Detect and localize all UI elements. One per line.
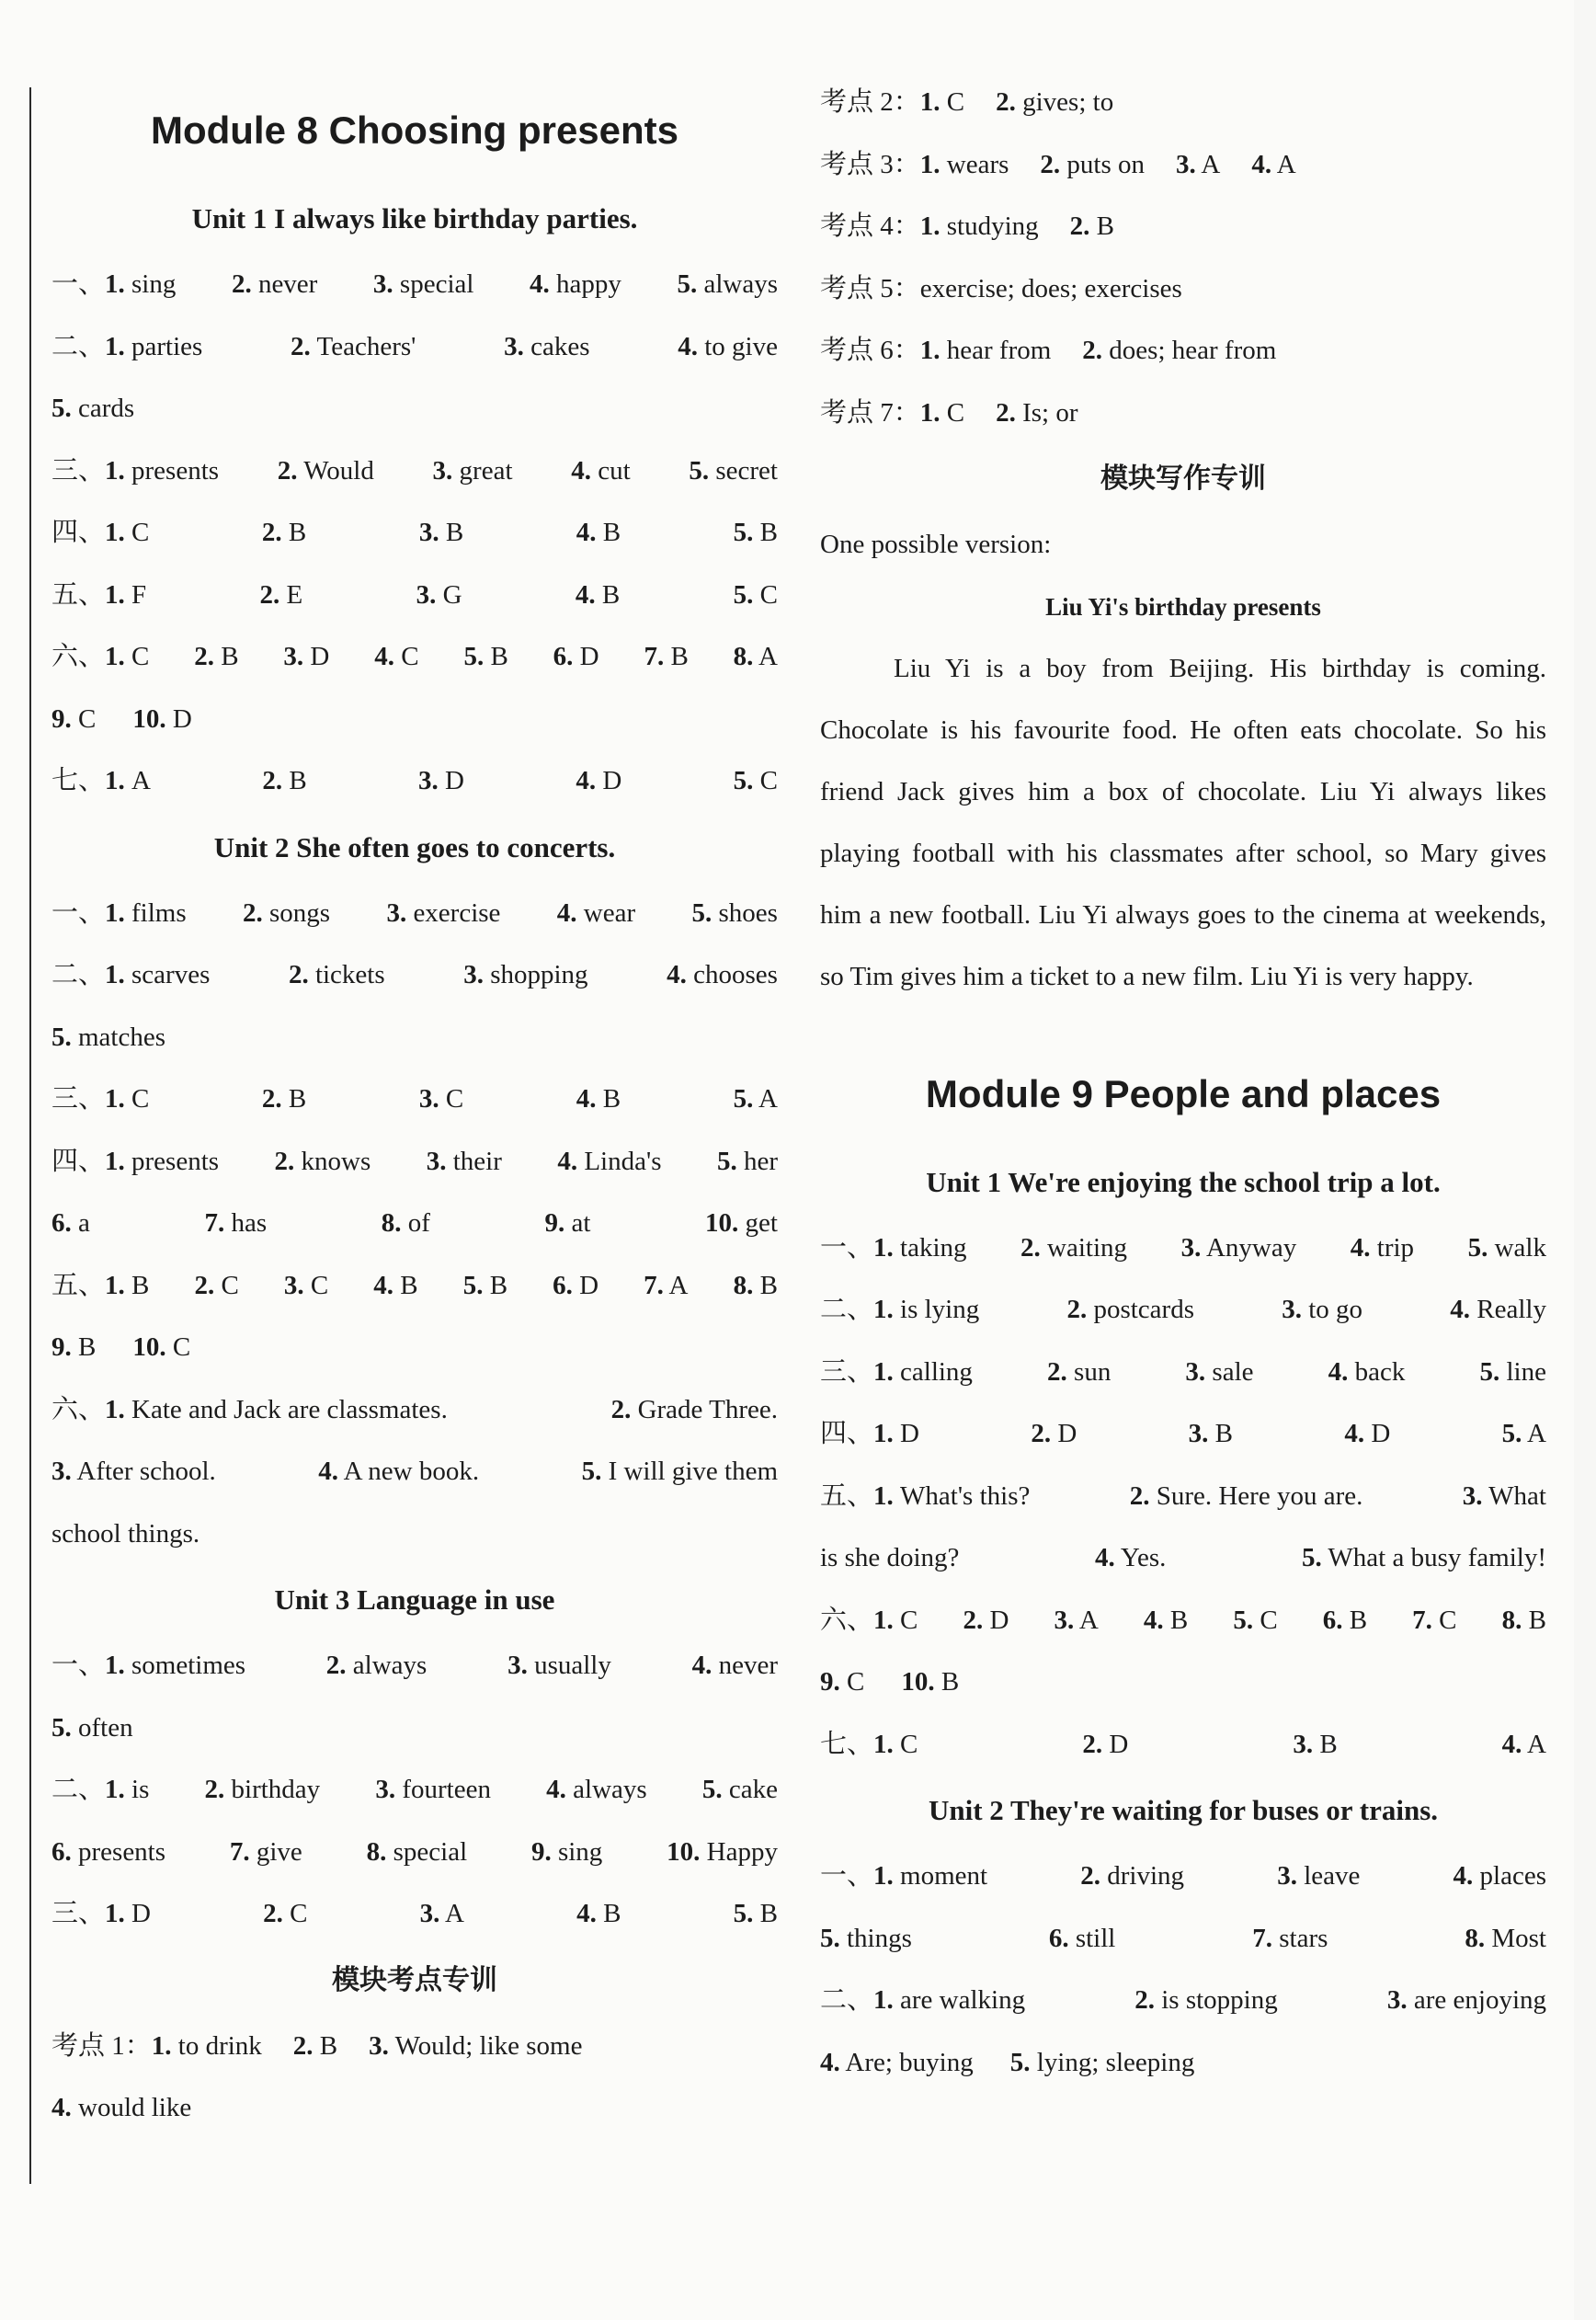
answer-item: 8. B: [733, 1270, 778, 1300]
answer-item: 7. stars: [1252, 1923, 1328, 1953]
answer-item: 6. D: [553, 642, 599, 671]
answer-item: 6. a: [51, 1208, 90, 1238]
answer-line: [820, 320, 1546, 383]
answer-item: 5. B: [733, 1899, 778, 1928]
m8-unit3-answers: [51, 1635, 778, 1946]
answer-item: 2. waiting: [1020, 1232, 1128, 1263]
answer-item: 3. D: [283, 642, 330, 671]
answer-line: [820, 1908, 1546, 1971]
answer-item: 一、1. moment: [820, 1861, 988, 1891]
answer-line: [51, 1255, 778, 1318]
answer-item: 2. E: [259, 579, 303, 610]
answer-item: 4. B: [576, 1899, 621, 1928]
answer-item: 6. D: [553, 1270, 599, 1300]
answer-line: [51, 440, 778, 503]
answer-item: 5. B: [462, 1270, 508, 1300]
answer-item: 4. Yes.: [1095, 1543, 1167, 1572]
answer-item: 3. C: [418, 1084, 464, 1114]
answer-item: 七、1. A: [51, 766, 151, 795]
answer-item: 3. What: [1462, 1480, 1546, 1511]
answer-item: 2. Grade Three.: [610, 1394, 778, 1424]
answer-item: 6. presents: [51, 1836, 166, 1867]
answer-item: 2. never: [231, 269, 318, 299]
answer-item: 7. has: [204, 1208, 268, 1238]
answer-line: [820, 1217, 1546, 1280]
answer-item: 3. A: [419, 1899, 464, 1928]
answer-item: 四、1. D: [820, 1419, 919, 1448]
answer-item: 三、1. D: [51, 1899, 151, 1928]
answer-item: 考点 2：1. C: [820, 87, 965, 117]
answer-item: school things.: [51, 1518, 200, 1549]
answer-item: 7. B: [644, 642, 689, 671]
answer-line: [51, 502, 778, 565]
answer-item: 5. C: [733, 766, 778, 795]
answer-item: 3. B: [1188, 1419, 1233, 1448]
answer-item: 5. C: [733, 579, 778, 610]
answer-item: 2. birthday: [204, 1775, 321, 1804]
answer-item: 2. Is; or: [996, 397, 1078, 428]
answer-line: [51, 1069, 778, 1131]
answer-item: 3. A: [1176, 149, 1221, 179]
m8-unit1-title: Unit 1 I always like birthday parties.: [191, 202, 638, 234]
answer-item: 2. D: [1082, 1729, 1129, 1759]
answer-item: 3. fourteen: [375, 1775, 491, 1804]
answer-item: 2. C: [263, 1899, 308, 1928]
answer-line: [820, 1590, 1546, 1652]
answer-item: 一、1. sing: [51, 269, 177, 299]
answer-item: 五、1. What's this?: [820, 1480, 1031, 1511]
answer-item: 2. D: [963, 1605, 1009, 1635]
answer-item: 2. does; hear from: [1082, 336, 1277, 365]
answer-line: [820, 1342, 1546, 1404]
answer-item: 3. B: [1293, 1729, 1338, 1759]
module-8-title: Module 8 Choosing presents: [150, 109, 679, 152]
answer-item: 5. C: [1233, 1605, 1278, 1635]
answer-item: 2. knows: [274, 1146, 371, 1176]
answer-item: 考点 3：1. wears: [820, 149, 1009, 179]
answer-item: 3. great: [432, 455, 513, 486]
answer-line: [51, 1441, 778, 1503]
answer-item: 3. shopping: [463, 960, 588, 989]
answer-item: 4. wear: [556, 897, 636, 928]
kaodian-right-answers: [820, 72, 1546, 444]
answer-line: [51, 1822, 778, 1884]
answer-item: 考点 1：1. to drink: [51, 2030, 262, 2061]
answer-line: [51, 626, 778, 689]
m8-unit2-answers: [51, 883, 778, 1566]
answer-item: 三、1. C: [51, 1084, 150, 1114]
answer-item: 2. Sure. Here you are.: [1129, 1480, 1363, 1511]
answer-item: 8. special: [366, 1836, 468, 1867]
essay-title: Liu Yi's birthday presents: [1045, 592, 1321, 621]
answer-item: 4. places: [1453, 1861, 1546, 1891]
m9-unit2-title: Unit 2 They're waiting for buses or trains.: [928, 1794, 1439, 1826]
answer-item: 2. B: [194, 642, 239, 671]
answer-item: 4. never: [691, 1651, 778, 1680]
answer-line: [820, 1651, 1546, 1714]
m8-unit3-title: Unit 3 Language in use: [274, 1583, 555, 1616]
answer-item: 考点 4：1. studying: [820, 211, 1039, 241]
answer-item: 四、1. presents: [51, 1146, 220, 1176]
m8-unit1-answers: [51, 254, 778, 813]
answer-item: 4. Linda's: [557, 1146, 662, 1176]
answer-item: 2. D: [1031, 1419, 1077, 1448]
left-column: [51, 0, 778, 2140]
answer-item: 5. shoes: [691, 897, 778, 928]
answer-item: 七、1. C: [820, 1729, 918, 1759]
answer-item: 考点 5：exercise; does; exercises: [820, 273, 1182, 303]
answer-item: 三、1. presents: [51, 455, 220, 486]
answer-item: 4. B: [576, 518, 621, 547]
answer-item: 3. G: [416, 579, 462, 610]
answer-item: 3. Would; like some: [369, 2030, 583, 2061]
answer-item: 4. back: [1328, 1356, 1406, 1387]
answer-item: 2. sun: [1047, 1356, 1112, 1387]
answer-item: 4. Really: [1450, 1295, 1546, 1324]
m8-unit2-title: Unit 2 She often goes to concerts.: [213, 830, 616, 863]
right-column: [820, 0, 1546, 2094]
answer-item: 4. chooses: [667, 960, 778, 989]
answer-item: 4. D: [576, 766, 622, 795]
answer-item: 一、1. taking: [820, 1232, 967, 1263]
answer-line: [51, 1697, 778, 1760]
answer-line: [51, 316, 778, 379]
answer-item: 5. cake: [701, 1775, 778, 1804]
answer-line: [51, 254, 778, 316]
answer-item: 3. D: [418, 766, 464, 795]
answer-item: 五、1. F: [51, 579, 147, 610]
m9-unit1-title: Unit 1 We're enjoying the school trip a lot.: [926, 1165, 1441, 1198]
answer-item: 3. their: [426, 1146, 502, 1176]
answer-item: 5. things: [820, 1923, 912, 1953]
answer-item: 4. A new book.: [318, 1457, 480, 1486]
answer-item: 六、1. Kate and Jack are classmates.: [51, 1394, 448, 1424]
answer-line: [51, 1883, 778, 1946]
answer-item: 4. B: [373, 1270, 418, 1300]
answer-line: [51, 1007, 778, 1069]
answer-item: 4. Are; buying: [820, 2047, 974, 2077]
answer-line: [51, 378, 778, 440]
answer-item: 5. cards: [51, 394, 135, 423]
answer-item: 6. still: [1048, 1923, 1116, 1953]
answer-item: 8. Most: [1465, 1923, 1546, 1953]
answer-line: [820, 72, 1546, 134]
answer-item: 2. C: [194, 1270, 239, 1300]
answer-item: 二、1. is: [51, 1775, 150, 1804]
answer-item: 5. always: [677, 269, 778, 299]
kaodian-left-answers: [51, 2016, 778, 2140]
answer-line: [820, 196, 1546, 258]
answer-item: 2. B: [1069, 211, 1115, 241]
answer-item: 4. A: [1251, 149, 1296, 179]
answer-line: [820, 1279, 1546, 1342]
answer-line: [51, 2077, 778, 2140]
answer-item: 5. lying; sleeping: [1009, 2047, 1195, 2077]
answer-item: 3. special: [372, 269, 474, 299]
answer-item: 7. C: [1412, 1605, 1457, 1635]
answer-line: [51, 1635, 778, 1697]
answer-item: 8. B: [1501, 1605, 1546, 1635]
answer-item: 7. A: [644, 1270, 689, 1300]
answer-item: 三、1. calling: [820, 1356, 973, 1387]
answer-item: 2. B: [262, 766, 307, 795]
answer-item: 10. D: [132, 703, 192, 734]
answer-item: 一、1. films: [51, 897, 187, 928]
answer-item: 六、1. C: [820, 1605, 918, 1635]
answer-item: 5. A: [1501, 1419, 1546, 1448]
answer-item: 7. give: [229, 1836, 302, 1867]
answer-item: 4. trip: [1350, 1232, 1415, 1263]
answer-item: 10. B: [901, 1667, 960, 1697]
answer-line: [51, 1317, 778, 1379]
answer-item: 2. Teachers': [291, 331, 416, 361]
answer-item: 考点 6：1. hear from: [820, 336, 1052, 365]
answer-item: is she doing?: [820, 1543, 960, 1572]
answer-item: 9. sing: [530, 1836, 603, 1867]
answer-item: 3. After school.: [51, 1457, 216, 1486]
answer-item: 四、1. C: [51, 518, 150, 547]
answer-line: [820, 1466, 1546, 1528]
answer-item: 6. B: [1322, 1605, 1368, 1635]
answer-item: 5. often: [51, 1712, 133, 1743]
answer-item: 2. Would: [277, 455, 374, 486]
answer-line: [51, 689, 778, 751]
answer-item: 4. always: [546, 1775, 647, 1804]
answer-item: 5. walk: [1467, 1232, 1546, 1263]
answer-item: 3. are enjoying: [1386, 1985, 1546, 2015]
answer-item: 一、1. sometimes: [51, 1651, 246, 1680]
essay-body: Liu Yi is a boy from Beijing. His birthday is coming. Chocolate is his favourite food. He often eats chocolate. So his friend Jack gives him a box of chocolate. Liu Yi always likes playing football with his classmates after school, so Mary gives him a new football. Liu Yi always goes to the cinema at weekends, so Tim gives him a ticket to a new film. Liu Yi is very happy.: [820, 653, 1546, 991]
answer-line: [820, 383, 1546, 445]
answer-item: 8. A: [733, 642, 778, 671]
writing-intro: One possible version:: [820, 530, 1052, 559]
answer-item: 3. cakes: [504, 331, 590, 361]
answer-item: 考点 7：1. C: [820, 397, 965, 428]
answer-item: 4. B: [576, 1084, 621, 1114]
answer-item: 2. always: [325, 1651, 428, 1680]
answer-line: [51, 1193, 778, 1255]
answer-item: 3. exercise: [386, 897, 501, 928]
answer-item: 3. leave: [1277, 1861, 1361, 1891]
answer-line: [820, 134, 1546, 197]
answer-item: 4. would like: [51, 2093, 192, 2122]
answer-item: 4. cut: [571, 455, 631, 486]
answer-line: [820, 1970, 1546, 2032]
answer-line: [51, 750, 778, 813]
kaodian-title: 模块考点专训: [332, 1963, 497, 1996]
answer-line: [51, 883, 778, 945]
answer-line: [820, 1527, 1546, 1590]
answer-item: 5. What a busy family!: [1301, 1543, 1546, 1572]
answer-item: 五、1. B: [51, 1270, 150, 1300]
answer-item: 2. puts on: [1040, 149, 1145, 179]
answer-item: 8. of: [381, 1208, 430, 1238]
answer-item: 二、1. are walking: [820, 1985, 1026, 2015]
answer-item: 2. is stopping: [1134, 1985, 1278, 2015]
answer-line: [820, 1846, 1546, 1908]
answer-item: 9. C: [51, 703, 97, 734]
answer-item: 5. secret: [689, 455, 778, 486]
answer-item: 2. driving: [1080, 1861, 1185, 1891]
answer-line: [51, 1379, 778, 1442]
answer-item: 二、1. is lying: [820, 1295, 980, 1324]
answer-item: 5. B: [733, 518, 778, 547]
answer-item: 5. matches: [51, 1022, 166, 1052]
answer-item: 4. B: [575, 579, 621, 610]
answer-item: 3. B: [418, 518, 464, 547]
answer-line: [51, 1759, 778, 1822]
answer-item: 3. A: [1054, 1605, 1099, 1635]
answer-item: 5. her: [716, 1146, 778, 1176]
answer-line: [51, 1131, 778, 1194]
answer-item: 10. Happy: [667, 1836, 778, 1867]
answer-line: [51, 565, 778, 627]
answer-item: 3. usually: [507, 1651, 611, 1680]
answer-item: 2. B: [261, 518, 307, 547]
answer-item: 9. B: [51, 1332, 97, 1362]
answer-item: 4. happy: [530, 269, 621, 299]
answer-item: 4. A: [1501, 1729, 1546, 1759]
answer-item: 5. B: [463, 642, 508, 671]
answer-item: 4. C: [374, 642, 419, 671]
answer-line: [820, 258, 1546, 321]
answer-item: 9. at: [544, 1208, 591, 1238]
answer-item: 2. B: [261, 1084, 307, 1114]
answer-item: 3. sale: [1185, 1356, 1254, 1387]
answer-item: 2. tickets: [288, 960, 385, 989]
answer-item: 10. get: [705, 1208, 778, 1238]
answer-item: 2. B: [292, 2030, 338, 2061]
answer-item: 5. I will give them: [581, 1457, 778, 1486]
answer-line: [820, 1714, 1546, 1777]
margin-rule: [29, 87, 31, 2184]
answer-line: [820, 2032, 1546, 2095]
answer-line: [51, 944, 778, 1007]
answer-item: 六、1. C: [51, 642, 150, 671]
answer-line: [51, 1503, 778, 1566]
answer-item: 3. C: [283, 1270, 329, 1300]
answer-item: 4. D: [1344, 1419, 1391, 1448]
answer-item: 2. songs: [243, 897, 331, 928]
answer-item: 4. B: [1143, 1605, 1189, 1635]
answer-item: 9. C: [820, 1667, 865, 1697]
answer-item: 3. to go: [1282, 1295, 1363, 1324]
answer-item: 二、1. scarves: [51, 960, 211, 989]
answer-line: [51, 2016, 778, 2078]
m9-unit2-answers: [820, 1846, 1546, 2094]
answer-item: 3. Anyway: [1180, 1232, 1297, 1263]
answer-item: 二、1. parties: [51, 331, 203, 361]
writing-title: 模块写作专训: [1100, 463, 1266, 495]
answer-item: 2. gives; to: [996, 87, 1114, 117]
answer-item: 5. line: [1479, 1356, 1546, 1387]
module-9-title: Module 9 People and places: [925, 1071, 1442, 1115]
answer-line: [820, 1403, 1546, 1466]
answer-item: 2. postcards: [1066, 1295, 1194, 1324]
m9-unit1-answers: [820, 1217, 1546, 1777]
answer-item: 10. C: [132, 1332, 191, 1362]
answer-item: 4. to give: [678, 331, 778, 361]
answer-item: 5. A: [733, 1084, 778, 1114]
